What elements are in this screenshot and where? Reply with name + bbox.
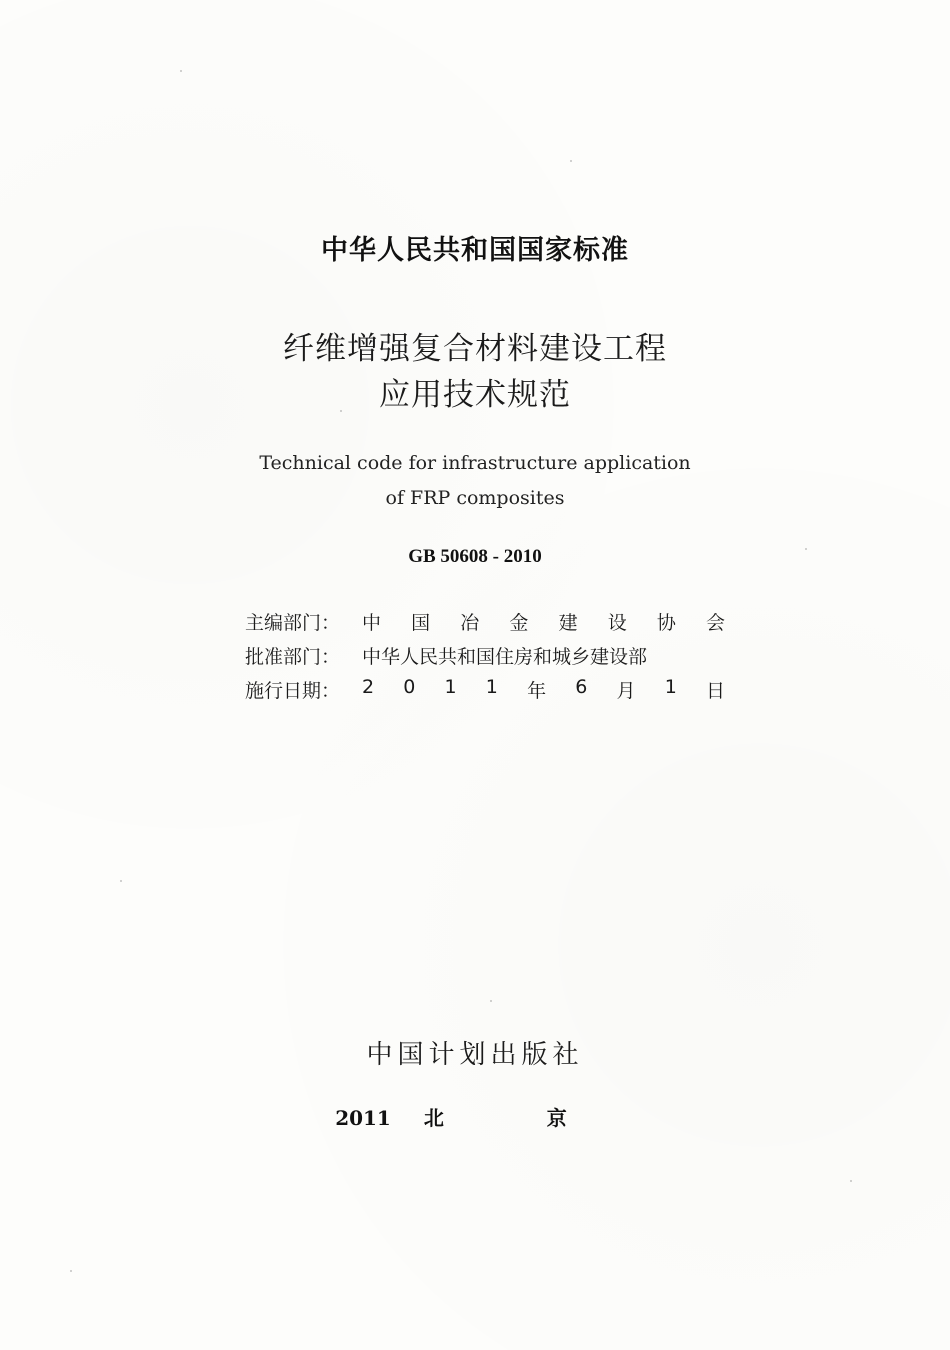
title-chinese-line-1: 纤维增强复合材料建设工程 — [283, 331, 667, 367]
date-char: 年 — [527, 679, 547, 702]
publisher-name: 中国计划出版社 — [366, 1040, 584, 1070]
title-chinese-line-2: 应用技术规范 — [379, 377, 571, 413]
editor-char: 设 — [607, 611, 627, 634]
date-char: 1 — [485, 675, 498, 698]
editor-value — [362, 608, 725, 635]
editor-char: 国 — [411, 611, 431, 634]
title-chinese — [0, 326, 950, 418]
scan-speck — [120, 880, 122, 882]
title-english — [0, 446, 950, 516]
editor-label: 主编部门： — [245, 611, 341, 634]
editor-row — [245, 604, 725, 638]
scan-speck — [490, 1000, 492, 1002]
date-char: 2 — [362, 675, 375, 698]
editor-char: 会 — [705, 611, 725, 634]
scan-speck — [70, 1270, 72, 1272]
scan-speck — [805, 548, 807, 550]
date-char: 0 — [403, 675, 416, 698]
scan-speck — [180, 70, 182, 72]
date-char: 日 — [705, 679, 725, 702]
publication-line — [0, 1102, 950, 1131]
editor-char: 协 — [656, 611, 676, 634]
publication-year: 2011 — [335, 1106, 391, 1130]
effective-date-label: 施行日期： — [245, 679, 341, 702]
standard-code-number: GB 50608 - 2010 — [408, 546, 542, 567]
approver-label: 批准部门： — [245, 645, 341, 668]
date-char: 月 — [616, 679, 636, 702]
title-english-line-2: of FRP composites — [385, 487, 565, 509]
date-char: 1 — [444, 675, 457, 698]
title-english-line-1: Technical code for infrastructure application — [259, 452, 691, 474]
effective-date-row — [245, 672, 725, 706]
approver-row — [245, 638, 725, 672]
approver-value: 中华人民共和国住房和城乡建设部 — [362, 645, 648, 668]
scan-speck — [570, 160, 572, 162]
date-char: 1 — [664, 675, 677, 698]
date-char: 6 — [575, 675, 588, 698]
editor-char: 冶 — [460, 611, 480, 634]
standard-type-heading: 中华人民共和国国家标准 — [321, 235, 629, 266]
editor-char: 金 — [509, 611, 529, 634]
editor-char: 中 — [362, 611, 382, 634]
scan-speck — [340, 410, 342, 412]
metadata-block — [245, 604, 725, 706]
editor-char: 建 — [558, 611, 578, 634]
scan-speck — [850, 1180, 852, 1182]
publication-city: 北 京 — [423, 1106, 615, 1130]
effective-date-value — [362, 676, 725, 703]
